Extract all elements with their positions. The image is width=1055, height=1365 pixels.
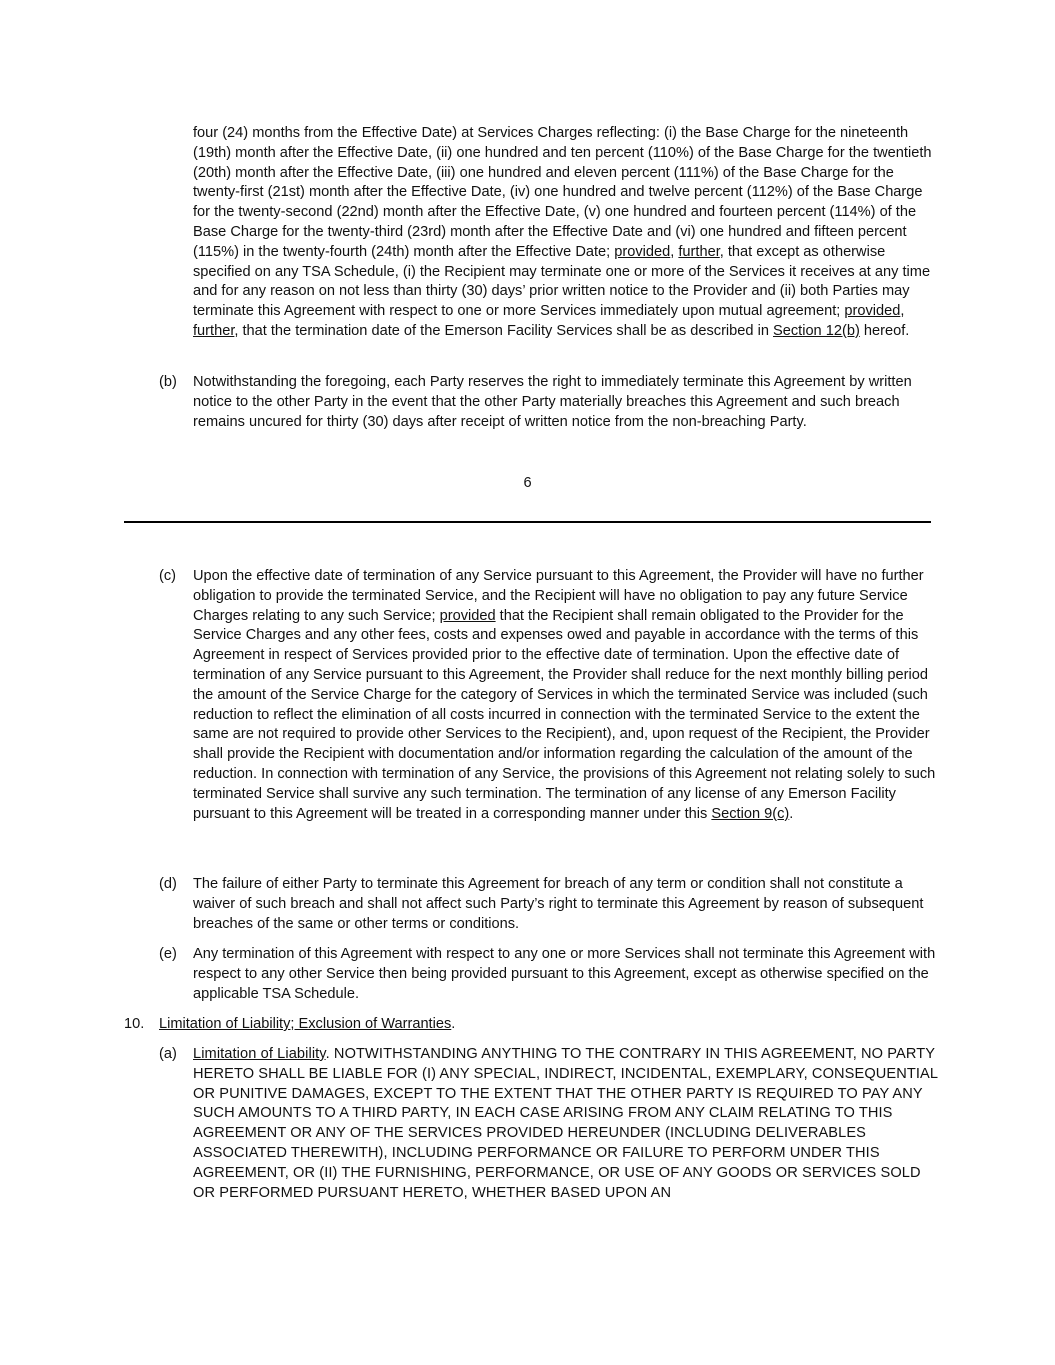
item-c-text xyxy=(193,567,938,824)
paragraph-text: Upon the effective date of termination of any Service pursuant to this Agreement, the Provider will have no further obligation to provide the terminated Service, and the Recipient will have no obligation to pay any future Service Charges relating to any such Service; xyxy=(193,568,924,624)
item-b-label: (b) xyxy=(159,374,177,390)
paragraph-text: , that the termination date of the Emerson Facility Services shall be as described in xyxy=(234,322,773,339)
page-number: 6 xyxy=(523,475,532,491)
paragraph-text: , that except as otherwise specified on any TSA Schedule, (i) the Recipient may terminate one or more of the Services it receives at any time and for any reason on not less than thirty (30) days’ prior written notice to the Provider and (ii) both Parties may terminate this Agreement with respect to one or more Services immediately upon mutual agreement; xyxy=(193,243,931,320)
item-e-label: (e) xyxy=(159,946,177,962)
separator: . xyxy=(451,1016,456,1032)
section-10-number: 10. xyxy=(124,1016,145,1032)
item-b-text: Notwithstanding the foregoing, each Party reserves the right to immediately terminate this Agreement by written notice to the other Party in the event that the other Party materially breaches this Agreement and such breach remains uncured for thirty (30) days after receipt of written notice from the non-breaching Party. xyxy=(193,374,912,430)
section-heading-text: Limitation of Liability; Exclusion of Warranties xyxy=(159,1016,452,1032)
separator: , xyxy=(900,303,905,320)
paragraph-text: . NOTWITHSTANDING ANYTHING TO THE CONTRARY IN THIS AGREEMENT, NO PARTY HERETO SHALL BE LIABLE FOR (I) ANY SPECIAL, INDIRECT, INCIDENTAL, EXEMPLARY, CONSEQUENTIAL OR PUNITIVE DAMAGES, EXCEPT TO THE EXTENT THAT THE OTHER PARTY IS REQUIRED TO PAY ANY SUCH AMOUNTS TO A THIRD PARTY, IN EACH CASE ARISING FROM ANY CLAIM RELATING TO THIS AGREEMENT OR ANY OF THE SERVICES PROVIDED HEREUNDER (INCLUDING DELIVERABLES ASSOCIATED THEREWITH), INCLUDING PERFORMANCE OR FAILURE TO PERFORM UNDER THIS AGREEMENT, OR (II) THE FURNISHING, PERFORMANCE, OR USE OF ANY GOODS OR SERVICES SOLD OR PERFORMED PURSUANT HERETO, WHETHER BASED UPON AN xyxy=(193,1046,938,1201)
provided-term: provided xyxy=(614,243,671,260)
further-term: further xyxy=(678,243,720,260)
paragraph-text: hereof. xyxy=(859,322,910,339)
section-reference: Section 12(b) xyxy=(773,322,860,339)
subsection-title: Limitation of Liability xyxy=(193,1046,326,1062)
provided-term: provided xyxy=(844,303,901,320)
page-divider xyxy=(124,521,931,523)
item-e-text: Any termination of this Agreement with respect to any one or more Services shall not terminate this Agreement with respect to any other Service then being provided pursuant to this Agreement, except as otherwise specified on the applicable TSA Schedule. xyxy=(193,946,936,1002)
item-d-text: The failure of either Party to terminate this Agreement for breach of any term or condition shall not constitute a waiver of such breach and shall not affect such Party’s right to terminate this Agreement by reason of subsequent breaches of the same or other terms or conditions. xyxy=(193,876,924,932)
item-10a-text xyxy=(193,1045,938,1203)
paragraph-text: . xyxy=(789,805,794,822)
paragraph-text: four (24) months from the Effective Date) at Services Charges reflecting: (i) the Base Charge for the nineteenth (19th) month after the Effective Date, (ii) one hundred and ten percent (110%) of the Base Charge for the twentieth (20th) month after the Effective Date, (iii) one hundred and eleven percent (111%) of the Base Charge for the twenty-first (21st) month after the Effective Date, (iv) one hundred and twelve percent (112%) of the Base Charge for the twenty-second (22nd) month after the Effective Date, (v) one hundred and fourteen percent (114%) of the Base Charge for the twenty-third (23rd) month after the Effective Date and (vi) one hundred and fifteen percent (115%) in the twenty-fourth (24th) month after the Effective Date; xyxy=(193,125,932,260)
continuation-paragraph xyxy=(193,124,938,342)
section-10-heading xyxy=(159,1015,455,1035)
section-reference: Section 9(c) xyxy=(711,805,790,822)
provided-term: provided xyxy=(439,607,496,624)
further-term: further xyxy=(193,322,235,339)
item-c-label: (c) xyxy=(159,568,177,584)
item-10a-label: (a) xyxy=(159,1046,177,1062)
separator: , xyxy=(670,243,679,260)
paragraph-text: that the Recipient shall remain obligated to the Provider for the Service Charges and any other fees, costs and expenses owed and payable in accordance with the terms of this Agreement in respect of Services provided prior to the effective date of termination. Upon the effective date of termination of any Service pursuant to this Agreement, the Provider shall reduce for the next monthly billing period the amount of the Service Charge for the category of Services in which the terminated Service was included (such reduction to reflect the elimination of all costs incurred in connection with the terminated Service to the extent the same are not required to provide other Services to the Recipient), and, upon request of the Recipient, the Provider shall provide the Recipient with documentation and/or information regarding the calculation of the amount of the reduction. In connection with termination of any Service, the provisions of this Agreement not relating solely to such terminated Service shall survive any such termination. The termination of any license of any Emerson Facility pursuant to this Agreement will be treated in a corresponding manner under this xyxy=(193,607,936,822)
item-d-label: (d) xyxy=(159,876,177,892)
